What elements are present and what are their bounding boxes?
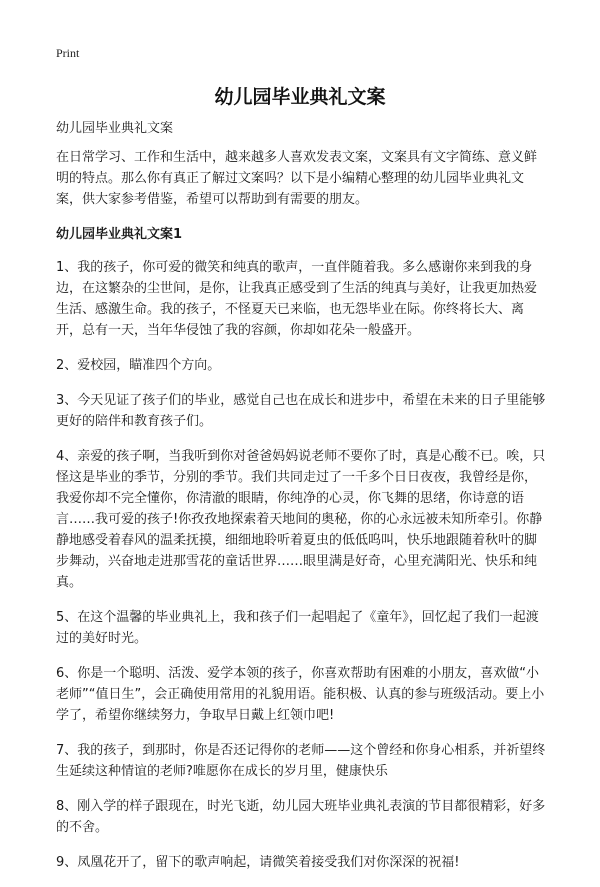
paragraph-5: 5、在这个温馨的毕业典礼上，我和孩子们一起唱起了《童年》，回忆起了我们一起渡过的美好时光。 xyxy=(56,610,539,646)
paragraph-1: 1、我的孩子，你可爱的微笑和纯真的歌声，一直伴随着我。多么感谢你来到我的身边，在这繁杂的尘世间，是你，让我真正感受到了生活的纯真与美好，让我更加热爱生活、感激生命。我的孩子，不怪夏天已来临，也无怨毕业在际。你终将长大、离开，总有一天，当年华侵蚀了我的容颜，你却如花朵一般盛开。 xyxy=(56,260,538,338)
paragraph-2: 2、爱校园，瞄准四个方向。 xyxy=(56,358,221,373)
paragraph-7: 7、我的孩子，到那时，你是否还记得你的老师——这个曾经和你身心相系，并祈望终生延续这种情谊的老师?唯愿你在成长的岁月里，健康快乐 xyxy=(56,743,546,779)
paragraph-8: 8、刚入学的样子跟现在，时光飞逝，幼儿园大班毕业典礼表演的节目都很精彩，好多的不舍。 xyxy=(56,799,546,835)
print-link[interactable]: Print xyxy=(56,46,80,60)
paragraph-6: 6、你是一个聪明、活泼、爱学本领的孩子，你喜欢帮助有困难的小朋友，喜欢做“小老师”“值日生”，会正确使用常用的礼貌用语。能积极、认真的参与班级活动。要上小学了，希望你继续努力，争取早日戴上红领巾吧! xyxy=(56,666,545,723)
document-body xyxy=(56,118,548,887)
paragraph-4: 4、亲爱的孩子啊，当我听到你对爸爸妈妈说老师不要你了时，真是心酸不已。唉，只怪这是毕业的季节，分别的季节。我们共同走过了一千多个日日夜夜，我曾经是你，我爱你却不完全懂你，你清澈的眼睛，你纯净的心灵，你飞舞的思绪，你诗意的语言……我可爱的孩子!你孜孜地探索着天地间的奥秘，你的心永远被未知所牵引。你静静地感受着春风的温柔抚摸，细细地聆听着夏虫的低低呜叫，快乐地跟随着秋叶的脚步舞动，兴奋地走进那雪花的童话世界……眼里满是好奇，心里充满阳光、快乐和纯真。 xyxy=(56,449,546,590)
intro-paragraph: 在日常学习、工作和生活中，越来越多人喜欢发表文案，文案具有文字简练、意义鲜明的特点。那么你有真正了解过文案吗？以下是小编精心整理的幼儿园毕业典礼文案，供大家参考借鉴，希望可以帮助到有需要的朋友。 xyxy=(56,150,538,207)
page-title: 幼儿园毕业典礼文案 xyxy=(214,86,386,108)
paragraph-3: 3、今天见证了孩子们的毕业，感觉自己也在成长和进步中，希望在未来的日子里能够更好的陪伴和教育孩子们。 xyxy=(56,393,546,429)
document-subtitle: 幼儿园毕业典礼文案 xyxy=(56,121,174,136)
paragraph-9: 9、凤凰花开了，留下的歌声响起，请微笑着接受我们对你深深的祝福! xyxy=(56,855,460,870)
section-heading: 幼儿园毕业典礼文案1 xyxy=(56,227,183,242)
